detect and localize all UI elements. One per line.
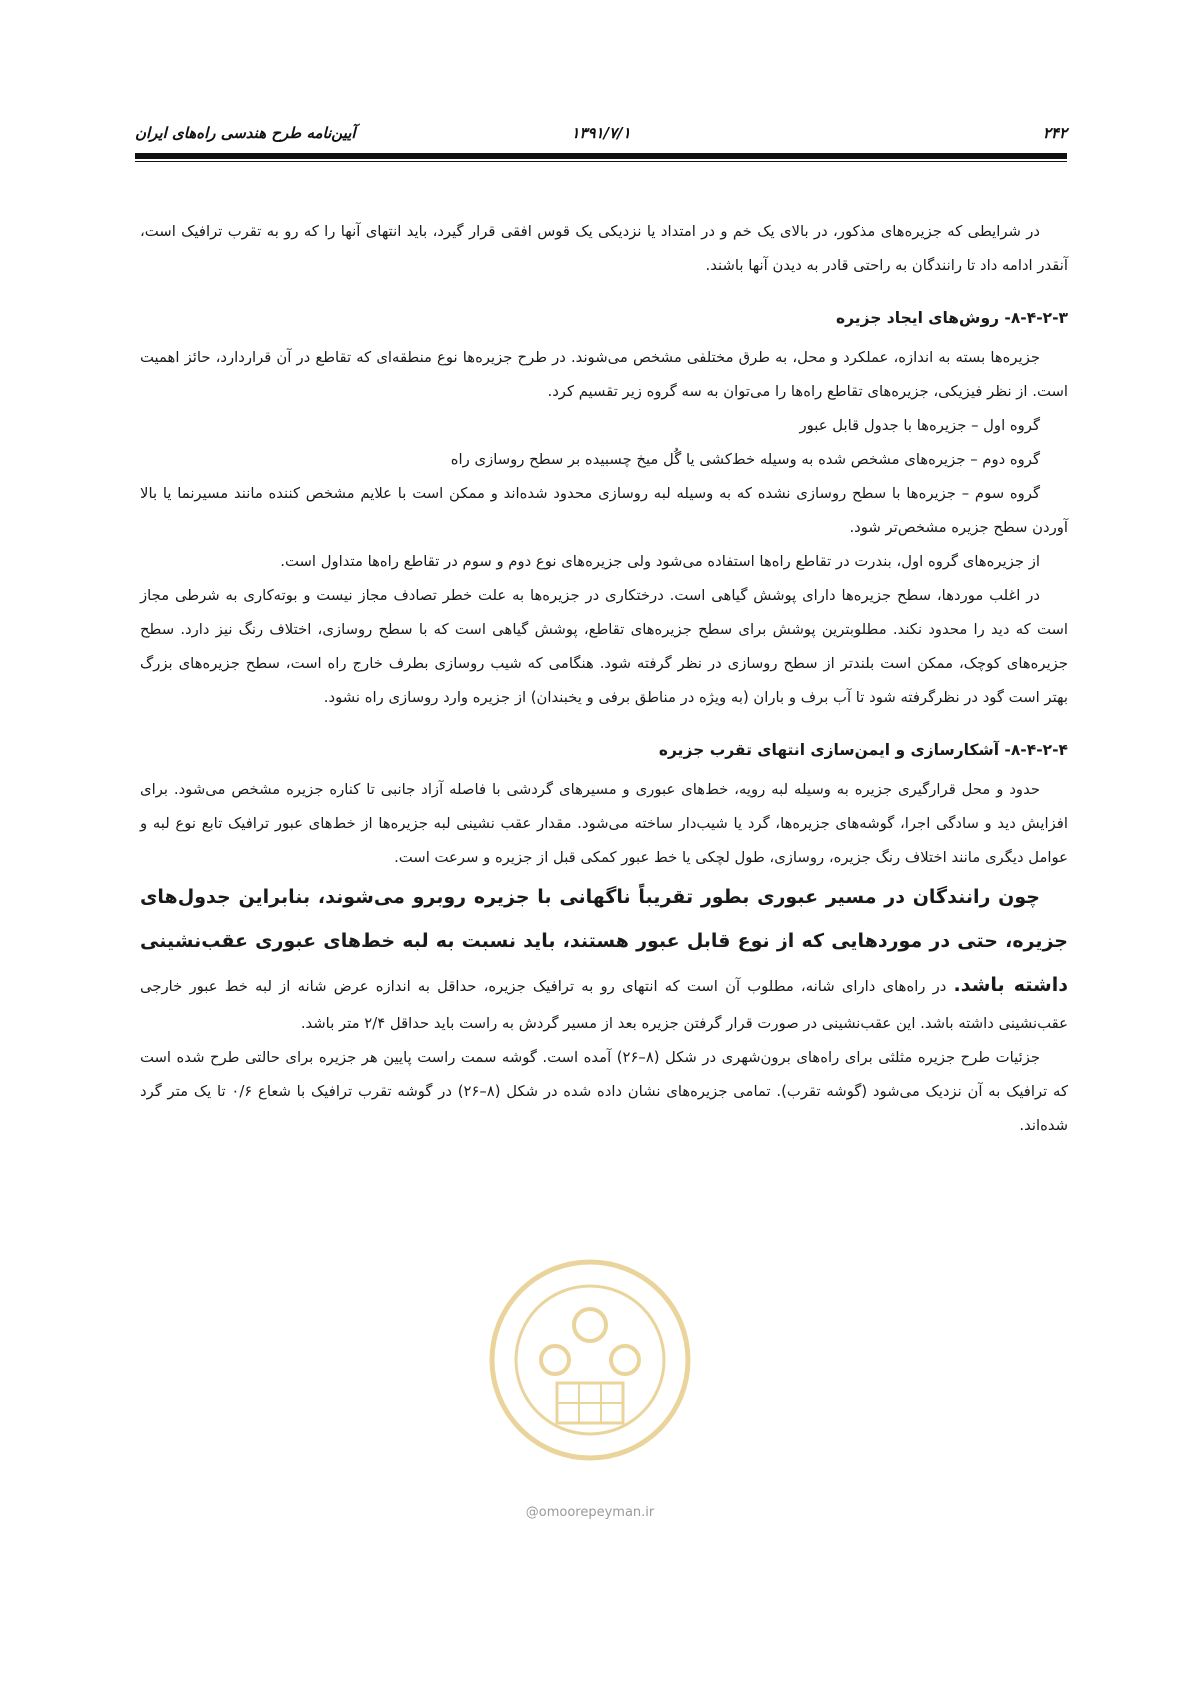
paragraph: از جزیره‌های گروه اول، بندرت در تقاطع راه‌ها استفاده می‌شود ولی جزیره‌های نوع دوم و سوم در تقاطع راه‌ها متداول است. xyxy=(280,553,1040,570)
paragraph: در اغلب موردها، سطح جزیره‌ها دارای پوشش گیاهی است. درختکاری در جزیره‌ها به علت خطر تصادف مجاز نیست و بوته‌کاری به شرطی مجاز است که دید را محدود نکند. مطلوبترین پوشش برای سطح جزیره‌های تقاطع، پوشش گیاهی است که با سطح روسازی، اختلاف رنگ نیز دارد. سطح جزیره‌های کوچک، ممکن است بلندتر از سطح روسازی در نظر گرفته شود. هنگامی که شیب روسازی بطرف خارج راه است، سطح جزیره‌های بزرگ بهتر است گود در نظرگرفته شود تا آب برف و باران (به ویژه در مناطق برفی و یخبندان) از جزیره وارد روسازی راه نشود. xyxy=(140,587,1068,706)
paragraph: جزئیات طرح جزیره مثلثی برای راه‌های برون‌شهری در شکل (۸–۲۶) آمده است. گوشه سمت راست پایین هر جزیره برای حالتی طرح شده است که ترافیک به آن نزدیک می‌شود (گوشه تقرب). تمامی جزیره‌های نشان داده شده در شکل (۸–۲۶) در گوشه تقرب ترافیک با شعاع ۰/۶ تا یک متر گرد شده‌اند. xyxy=(140,1049,1069,1134)
paragraph-emphasis xyxy=(140,875,1068,1041)
paragraph: حدود و محل قرارگیری جزیره به وسیله لبه رویه، خط‌های عبوری و مسیرهای گردشی با فاصله آزاد جانبی تا کناره جزیره مشخص می‌شود. برای افزایش دید و سادگی اجرا، گوشه‌های جزیره‌ها، گرد یا شیب‌دار ساخته می‌شود. مقدار عقب نشینی لبه جزیره‌ها از خط‌های عبور ترافیک تابع نوع لبه و عوامل دیگری مانند اختلاف رنگ جزیره، روسازی، طول لچکی یا خط عبور کمکی قبل از جزیره و سرعت است. xyxy=(140,781,1068,866)
header-rule-thin xyxy=(135,161,1067,162)
paragraph: جزیره‌ها بسته به اندازه، عملکرد و محل، به طرق مختلفی مشخص می‌شوند. در طرح جزیره‌ها نوع منطقه‌ای که تقاطع در آن قراردارد، حائز اهمیت است. از نظر فیزیکی، جزیره‌های تقاطع راه‌ها را می‌توان به سه گروه زیر تقسیم کرد. xyxy=(140,349,1068,400)
group-item: گروه سوم – جزیره‌ها با سطح روسازی نشده که به وسیله لبه روسازی محدود شده‌اند و ممکن است با علایم مشخص کننده مانند مسیرنما یا بالا آوردن سطح جزیره مشخص‌تر شود. xyxy=(140,485,1068,536)
page-number: ۲۴۲ xyxy=(1042,124,1067,142)
body-text xyxy=(140,215,1068,1143)
emphasis-text: چون رانندگان در مسیر عبوری بطور تقریباً ناگهانی با جزیره روبرو می‌شوند، بنابراین جدول‌های جزیره، حتی در موردهایی که از نوع قابل عبور هستند، باید نسبت به لبه خط‌های عبوری عقب‌نشینی داشته باشد. xyxy=(140,886,1068,996)
section-heading: ۸-۴-۲-۳- روش‌های ایجاد جزیره xyxy=(835,309,1068,327)
header-rule-thick xyxy=(135,153,1067,159)
page-header xyxy=(135,118,1067,148)
watermark-seal xyxy=(485,1255,695,1465)
section-heading: ۸-۴-۲-۴- آشکارسازی و ایمن‌سازی انتهای تقرب جزیره xyxy=(658,741,1068,759)
header-title: آیین‌نامه طرح هندسی راه‌های ایران xyxy=(135,124,356,142)
header-date: ۱۳۹۱/۷/۱ xyxy=(571,124,631,142)
paragraph: در شرایطی که جزیره‌های مذکور، در بالای یک خم و در امتداد یا نزدیکی یک قوس افقی قرار گیرد، باید انتهای آنها را که رو به تقرب ترافیک است، آنقدر ادامه داد تا رانندگان به راحتی قادر به دیدن آنها باشند. xyxy=(140,223,1068,274)
watermark-text: @omoorepeyman.ir xyxy=(525,1505,655,1520)
group-item: گروه اول – جزیره‌ها با جدول قابل عبور xyxy=(799,417,1040,434)
paragraph-continuation: در راه‌های دارای شانه، مطلوب آن است که انتهای رو به ترافیک جزیره، حداقل به اندازه عرض شانه از لبه خط عبور خارجی عقب‌نشینی داشته باشد. این عقب‌نشینی در صورت قرار گرفتن جزیره بعد از مسیر گردش به راست باید حداقل ۲/۴ متر باشد. xyxy=(140,978,1068,1032)
group-item: گروه دوم – جزیره‌های مشخص شده به وسیله خط‌کشی یا گُل میخ چسبیده بر سطح روسازی راه xyxy=(450,451,1040,468)
